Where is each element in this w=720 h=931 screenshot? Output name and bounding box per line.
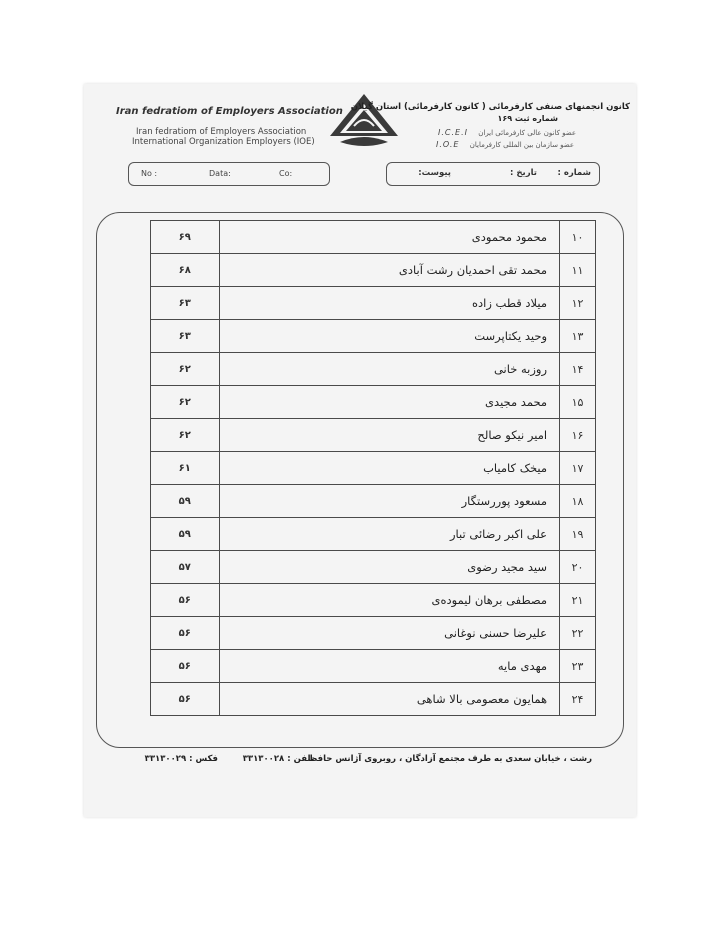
footer-contact	[84, 754, 636, 774]
row-score: ۶۲	[151, 419, 220, 452]
row-score: ۵۷	[151, 551, 220, 584]
registration-number: شماره ثبت ۱۶۹	[497, 114, 558, 123]
ref-date-label-fa: تاریخ :	[510, 168, 537, 178]
row-score: ۶۲	[151, 386, 220, 419]
table-row	[151, 650, 596, 683]
membership-icel-fa: عضو کانون عالی کارفرمائی ایران	[478, 129, 577, 137]
org-name-en-bold: Iran fedratiom of Employers Association	[116, 106, 343, 117]
row-number: ۱۷	[560, 452, 596, 485]
membership-ioe-en: I.O.E	[436, 140, 460, 149]
row-score: ۶۹	[151, 221, 220, 254]
row-number: ۱۳	[560, 320, 596, 353]
row-name: مهدی مایه	[219, 650, 560, 683]
row-score: ۶۳	[151, 320, 220, 353]
row-score: ۶۳	[151, 287, 220, 320]
row-number: ۱۸	[560, 485, 596, 518]
table-row	[151, 254, 596, 287]
row-number: ۲۲	[560, 617, 596, 650]
table-row	[151, 584, 596, 617]
row-score: ۵۶	[151, 650, 220, 683]
row-score: ۶۱	[151, 452, 220, 485]
row-number: ۱۴	[560, 353, 596, 386]
table-row	[151, 353, 596, 386]
reference-box-en	[128, 162, 330, 186]
row-number: ۲۳	[560, 650, 596, 683]
table-row	[151, 485, 596, 518]
table-row	[151, 386, 596, 419]
row-name: مصطفی برهان لیموده‌ی	[219, 584, 560, 617]
membership-icel-en: I.C.E.I	[438, 128, 468, 137]
row-name: مسعود پوررستگار	[219, 485, 560, 518]
reference-box-fa	[386, 162, 600, 186]
row-name: محمد تقی احمدیان رشت آبادی	[219, 254, 560, 287]
row-name: همایون معصومی بالا شاهی	[219, 683, 560, 716]
membership-ioe-fa: عضو سازمان بین المللی کارفرمایان	[469, 141, 575, 149]
row-number: ۱۵	[560, 386, 596, 419]
row-name: میلاد قطب زاده	[219, 287, 560, 320]
footer-address: رشت ، خیابان سعدی به طرف مجتمع آزادگان ، روبروی آژانس حافظ	[308, 754, 592, 764]
footer-fax: فکس : ۳۳۱۳۰۰۲۹	[144, 754, 218, 764]
row-name: وحید یکتاپرست	[219, 320, 560, 353]
row-score: ۵۶	[151, 683, 220, 716]
table-row	[151, 320, 596, 353]
row-score: ۵۹	[151, 518, 220, 551]
ref-co-label: Co:	[279, 169, 293, 178]
row-number: ۲۴	[560, 683, 596, 716]
table-row	[151, 617, 596, 650]
document-page	[84, 84, 636, 817]
org-name-en-line2: International Organization Employers (IOE)	[132, 137, 315, 147]
row-name: علی اکبر رضائی تبار	[219, 518, 560, 551]
row-name: سید مجید رضوی	[219, 551, 560, 584]
org-name-en-line1: Iran fedratiom of Employers Association	[136, 127, 307, 137]
membership-icel	[438, 128, 576, 137]
row-number: ۱۰	[560, 221, 596, 254]
row-number: ۱۱	[560, 254, 596, 287]
table-row	[151, 221, 596, 254]
ref-attachment-label-fa: پیوست:	[418, 168, 451, 178]
row-score: ۶۲	[151, 353, 220, 386]
association-logo-icon	[328, 92, 400, 152]
membership-ioe	[436, 140, 574, 149]
row-name: علیرضا حسنی نوغانی	[219, 617, 560, 650]
row-name: محمود محمودی	[219, 221, 560, 254]
ref-date-label: Data:	[209, 169, 231, 178]
row-name: امیر نیکو صالح	[219, 419, 560, 452]
row-number: ۱۹	[560, 518, 596, 551]
table-row	[151, 419, 596, 452]
table-row	[151, 551, 596, 584]
table-row	[151, 287, 596, 320]
org-name-fa: کانون انجمنهای صنفی کارفرمائی ( کانون کارفرمائی) استان گیلان	[350, 102, 630, 112]
row-score: ۵۹	[151, 485, 220, 518]
row-score: ۶۸	[151, 254, 220, 287]
ref-number-label-fa: شماره :	[557, 168, 591, 178]
candidates-table	[150, 220, 596, 716]
row-score: ۵۶	[151, 617, 220, 650]
row-number: ۱۲	[560, 287, 596, 320]
ref-no-label: No :	[141, 169, 158, 178]
row-number: ۲۰	[560, 551, 596, 584]
table-row	[151, 452, 596, 485]
row-score: ۵۶	[151, 584, 220, 617]
table-row	[151, 683, 596, 716]
row-name: محمد مجیدی	[219, 386, 560, 419]
table-row	[151, 518, 596, 551]
row-name: میخک کامیاب	[219, 452, 560, 485]
row-number: ۱۶	[560, 419, 596, 452]
row-number: ۲۱	[560, 584, 596, 617]
footer-phone: تلفن : ۳۳۱۳۰۰۲۸	[242, 754, 314, 764]
row-name: روزبه خانی	[219, 353, 560, 386]
